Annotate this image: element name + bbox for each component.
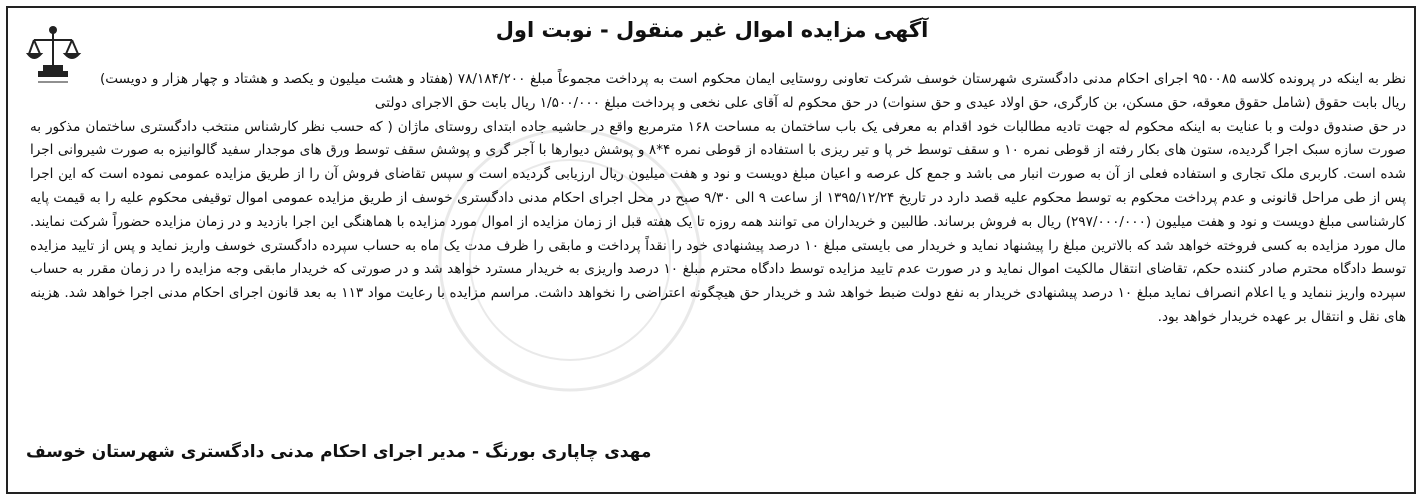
notice-title: آگهی مزایده اموال غیر منقول - نوبت اول bbox=[495, 18, 929, 42]
notice-paragraph-rest: در حق صندوق دولت و با عنایت به اینکه محکوم له جهت تادیه مطالبات خود اقدام به معرفی یک باب ساختمان به مساحت ۱۶۸ مترمربع واقع در حاشیه جاده ابتدای روستای ماژان ( که حسب نظر کارشناس منتخب دادگستری ساختمان مذکور به صورت سازه سبک اجرا گردیده، ستون های بکار رفته از قوطی نمره ۱۰ و سقف توسط خر پا و تیر ریزی با استفاده از قوطی نمره ۴*۸ و پوشش دیوارها با آجر گری و پوشش سقف توسط ورق های موجدار سفید گالوانیزه به صورت شیروانی اجرا شده است. کاربری ملک تجاری و استفاده فعلی از آن به صورت انبار می باشد و جمع کل عرصه و اعیان مبلغ دویست و نود و هفت میلیون ریال ارزیابی گردیده است و سپس تقاضای فروش آن را از طریق مزایده عمومی نموده است که این اجرا پس از طی مراحل قانونی و عدم پرداخت محکوم به توسط محکوم علیه قصد دارد در تاریخ ۱۳۹۵/۱۲/۲۴ از ساعت ۹ الی ۹/۳۰ صبح در محل اجرای احکام مدنی دادگستری خوسف از طریق مزایده عمومی اموال توقیفی محکوم علیه را به قیمت پایه کارشناسی مبلغ دویست و نود و هفت میلیون (۲۹۷/۰۰۰/۰۰۰) ریال به فروش برساند. طالبین و خریداران می توانند همه روزه تا یک هفته قبل از زمان مزایده از اموال مورد مزایده با هماهنگی این اجرا بازدید و در زمان مزایده حضوراً شرکت نمایند. مال مورد مزایده به کسی فروخته خواهد شد که بالاترین مبلغ را پیشنهاد نماید و خریدار می بایستی مبلغ ۱۰ درصد پیشنهادی خود را نقداً پرداخت و مابقی را ظرف مدت یک ماه به حساب سپرده دادگستری خوسف واریز نماید و پس از تایید مزایده توسط دادگاه محترم صادر کننده حکم، تقاضای انتقال مالکیت اموال نماید و در صورت عدم تایید مزایده توسط دادگاه محترم مبلغ ۱۰ درصد واریزی به خریدار مسترد خواهد شد و در صورتی که خریدار مابقی وجه مزایده را در زمان مقرر به حساب سپرده واریز ننماید و یا اعلام انصراف نماید مبلغ ۱۰ درصد پیشنهادی خریدار به نفع دولت ضبط خواهد شد و خریدار حق هیچگونه اعتراضی را نخواهد داشت. مراسم مزایده با رعایت مواد ۱۱۳ به بعد قانون اجرای احکام مدنی اجرا خواهد شد. هزینه های نقل و انتقال بر عهده خریدار خواهد بود. bbox=[30, 118, 1407, 325]
notice-paragraph-lead: نظر به اینکه در پرونده کلاسه ۹۵۰۰۸۵ اجرای احکام مدنی دادگستری شهرستان خوسف شرکت تعاونی روستایی ایمان محکوم است به پرداخت مجموعاً مبلغ ۷۸/۱۸۴/۲۰۰ (هفتاد و هشت میلیون و یکصد و هشتاد و چهار هزار و دویست) ریال بابت حقوق (شامل حقوق معوقه، حق مسکن، بن کارگری، حق اولاد عیدی و حق سنوات) در حق محکوم له آقای علی نخعی و پرداخت مبلغ ۱/۵۰۰/۰۰۰ ریال بابت حق الاجرای دولتی bbox=[100, 71, 1406, 111]
signature: مهدی چاپاری بورنگ - مدیر اجرای احکام مدنی دادگستری شهرستان خوسف bbox=[26, 442, 652, 462]
notice-body bbox=[30, 68, 1406, 330]
